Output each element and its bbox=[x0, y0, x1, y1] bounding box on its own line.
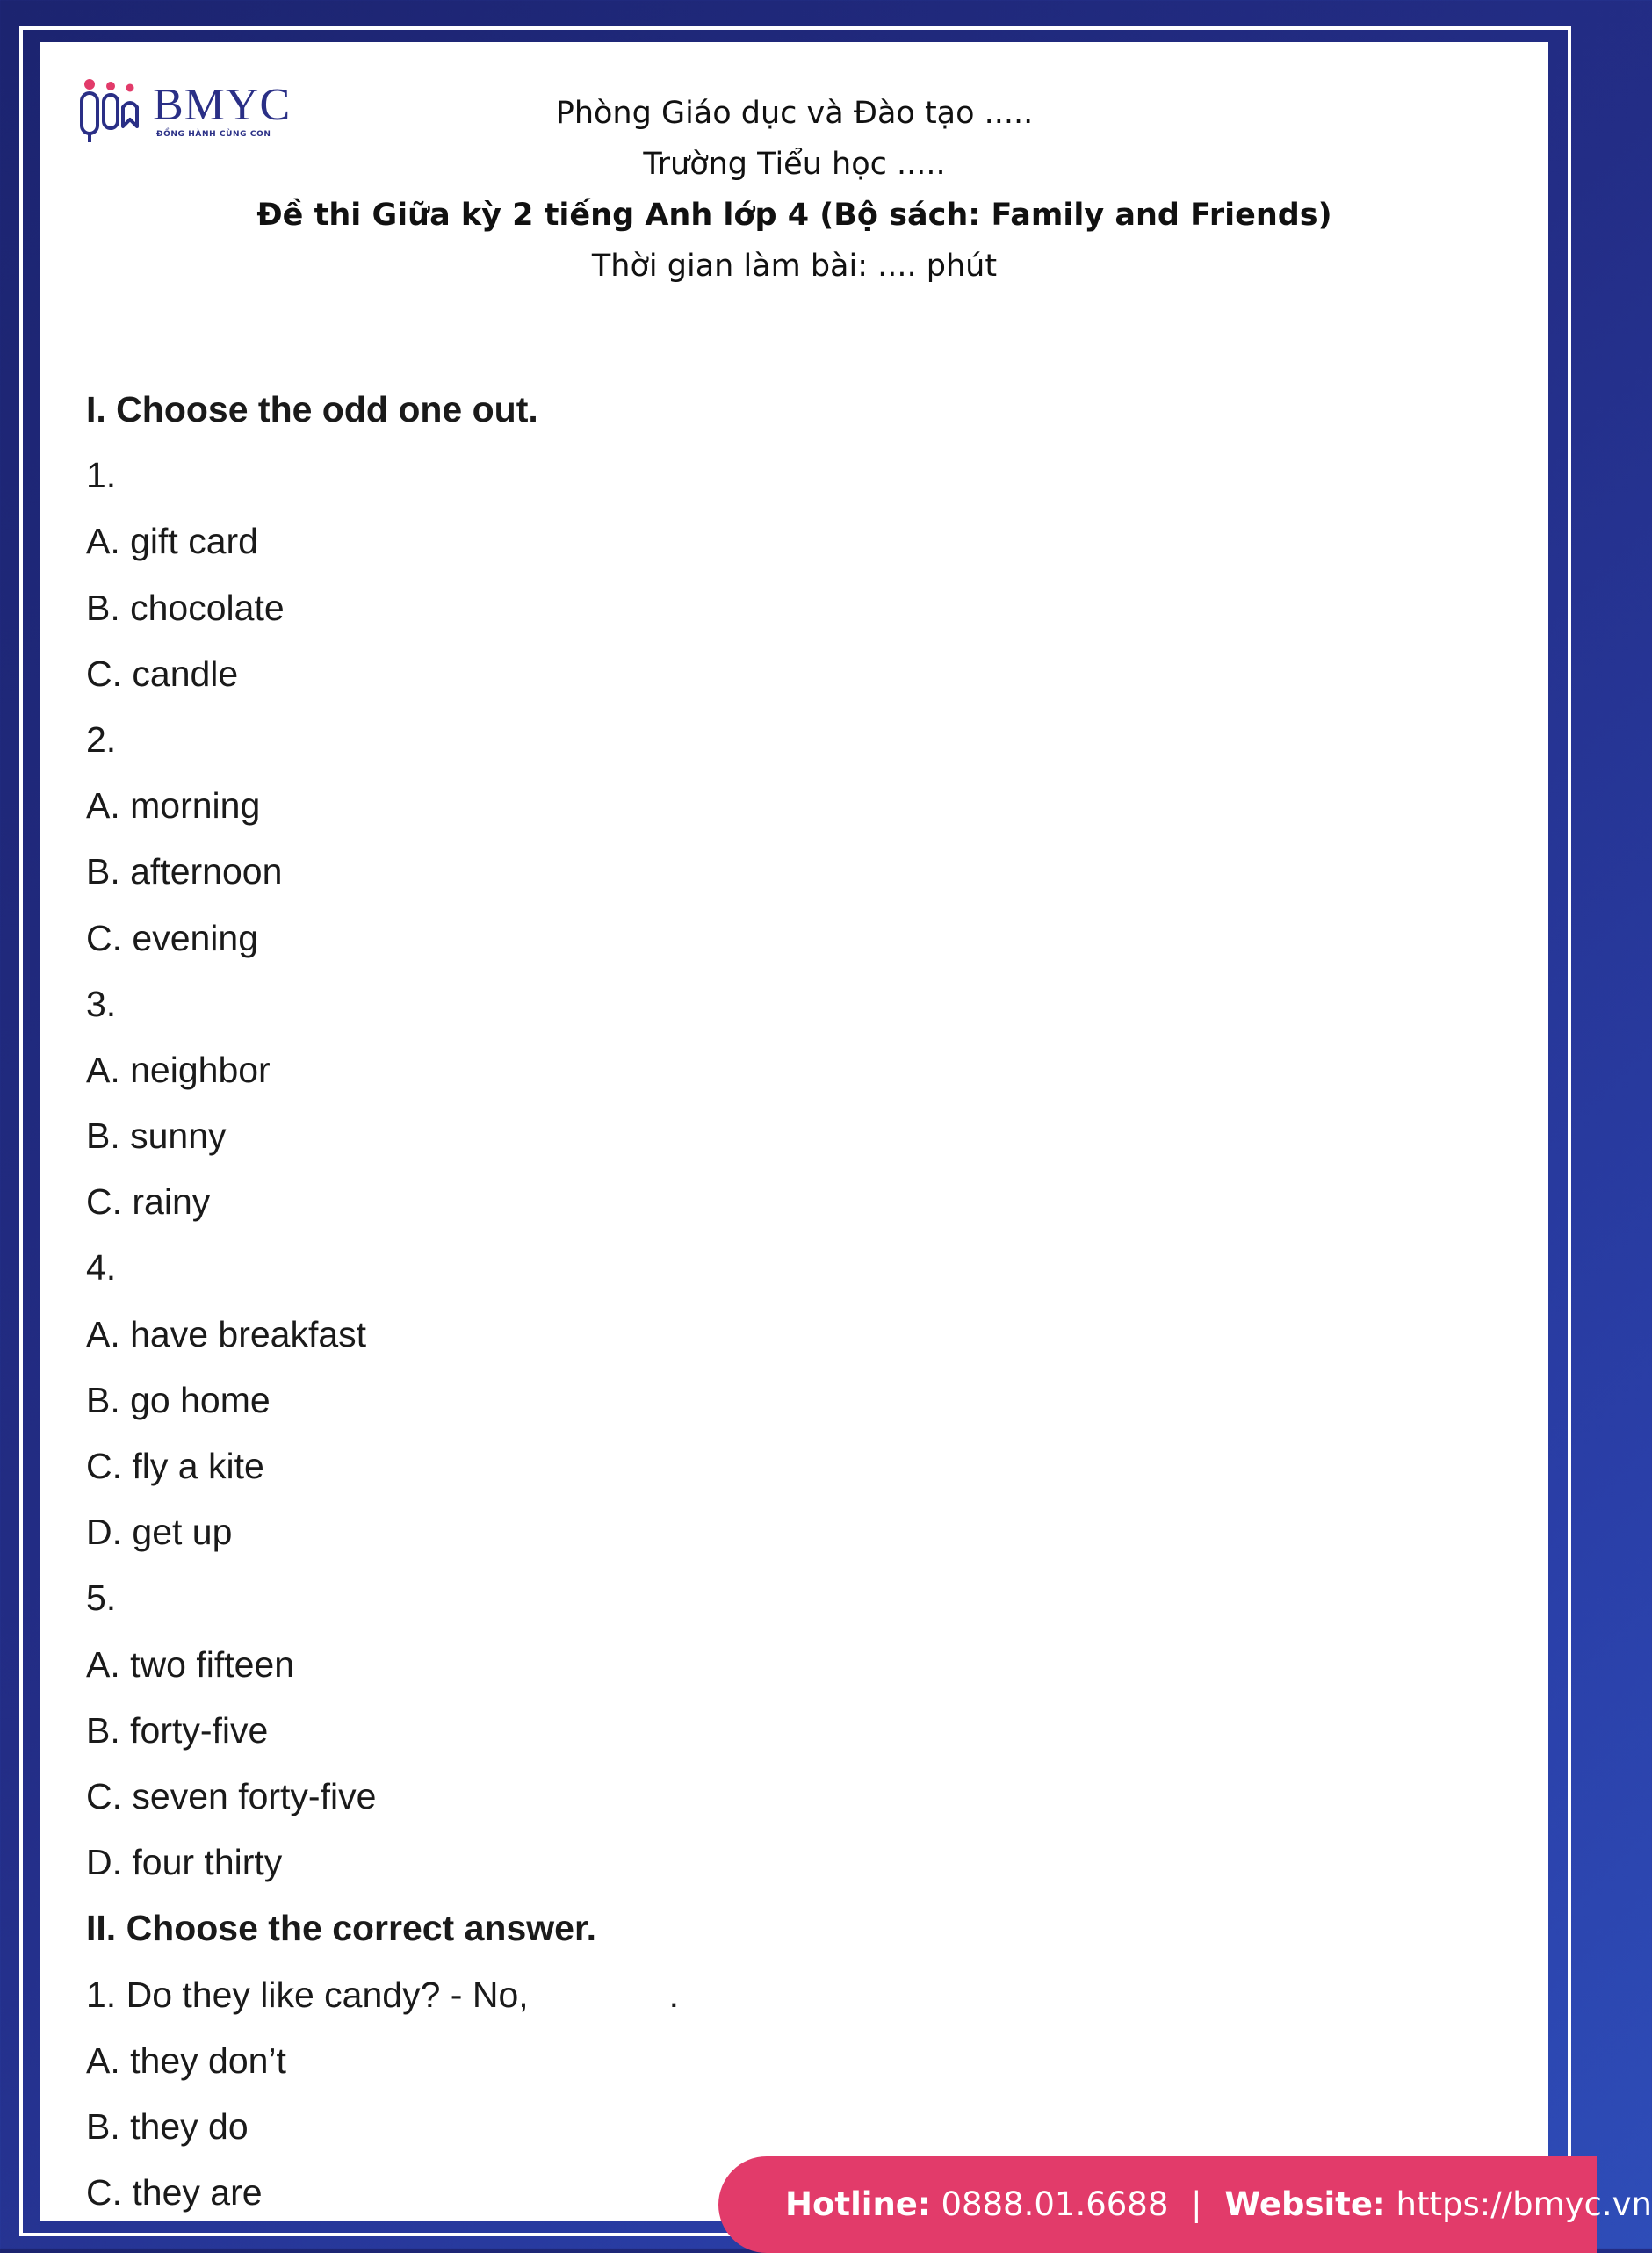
answer-option: C. seven forty-five bbox=[86, 1770, 679, 1836]
question-prompt bbox=[86, 1968, 679, 2034]
hotline-number[interactable]: 0888.01.6688 bbox=[941, 2185, 1168, 2223]
section-title: I. Choose the odd one out. bbox=[86, 383, 679, 449]
hotline-label: Hotline: bbox=[785, 2185, 931, 2223]
brand-tagline: ĐỒNG HÀNH CÙNG CON bbox=[156, 130, 271, 139]
answer-option: C. fly a kite bbox=[86, 1440, 679, 1506]
answer-option: A. two fifteen bbox=[86, 1638, 679, 1704]
exam-page bbox=[40, 42, 1548, 2221]
answer-option: A. gift card bbox=[86, 515, 679, 581]
question-number: 2. bbox=[86, 713, 679, 779]
section-title: II. Choose the correct answer. bbox=[86, 1902, 679, 1968]
school-line: Trường Tiểu học ..... bbox=[40, 139, 1548, 190]
exam-content bbox=[86, 383, 679, 2232]
answer-option: C. they are bbox=[86, 2166, 679, 2232]
website-link[interactable]: https://bmyc.vn bbox=[1396, 2185, 1652, 2223]
website-label: Website: bbox=[1224, 2185, 1385, 2223]
question-number: 1. bbox=[86, 449, 679, 515]
question-number: 5. bbox=[86, 1571, 679, 1637]
question-text: 1. Do they like candy? - No, bbox=[86, 1975, 529, 2015]
answer-option: C. evening bbox=[86, 912, 679, 978]
answer-option: B. chocolate bbox=[86, 581, 679, 647]
answer-option: D. four thirty bbox=[86, 1836, 679, 1902]
department-line: Phòng Giáo dục và Đào tạo ..... bbox=[40, 88, 1548, 139]
footer-separator: | bbox=[1191, 2185, 1201, 2223]
answer-option: A. have breakfast bbox=[86, 1308, 679, 1374]
brand-name: BMYC bbox=[153, 81, 291, 130]
answer-option: C. rainy bbox=[86, 1175, 679, 1241]
time-line: Thời gian làm bài: .... phút bbox=[40, 241, 1548, 292]
question-end: . bbox=[669, 1975, 679, 2015]
answer-option: B. sunny bbox=[86, 1109, 679, 1175]
answer-option: C. candle bbox=[86, 647, 679, 713]
question-number: 3. bbox=[86, 978, 679, 1043]
answer-option: B. go home bbox=[86, 1374, 679, 1440]
answer-option: A. neighbor bbox=[86, 1043, 679, 1109]
answer-option: B. forty-five bbox=[86, 1704, 679, 1770]
answer-option: A. they don’t bbox=[86, 2034, 679, 2100]
exam-title: Đề thi Giữa kỳ 2 tiếng Anh lớp 4 (Bộ sách: Family and Friends) bbox=[40, 190, 1548, 241]
answer-option: D. get up bbox=[86, 1506, 679, 1571]
contact-footer bbox=[718, 2156, 1597, 2253]
question-number: 4. bbox=[86, 1241, 679, 1307]
answer-option: B. afternoon bbox=[86, 845, 679, 911]
answer-option: A. morning bbox=[86, 779, 679, 845]
exam-header bbox=[40, 88, 1548, 292]
answer-option: B. they do bbox=[86, 2100, 679, 2166]
